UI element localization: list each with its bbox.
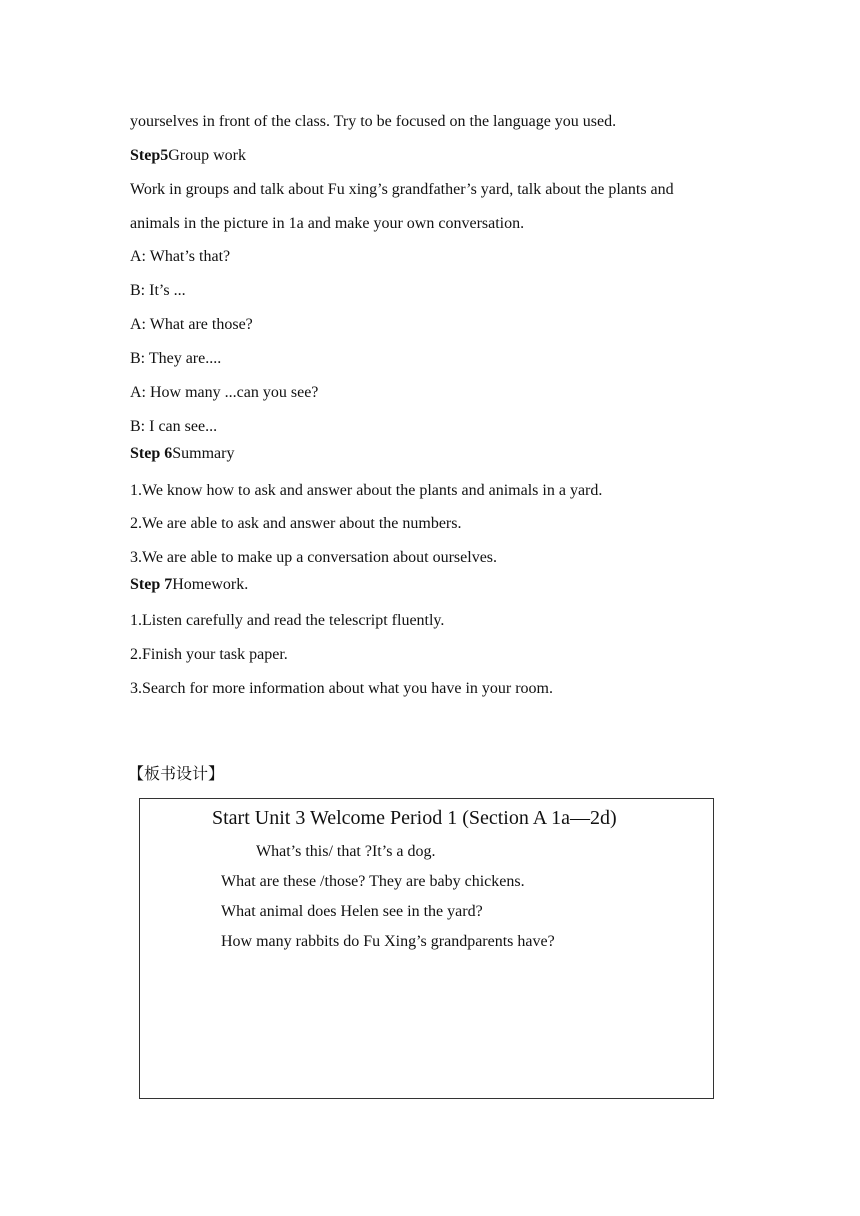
step5-description-line-1: Work in groups and talk about Fu xing’s grandfather’s yard, talk about the plants and	[130, 181, 674, 198]
summary-item: 3.We are able to make up a conversation about ourselves.	[130, 549, 498, 566]
board-line: What’s this/ that ?It’s a dog.	[256, 843, 436, 860]
step7-label: Step 7	[130, 576, 173, 593]
step5-label: Step5	[130, 147, 169, 164]
step6-title: Summary	[172, 445, 235, 462]
dialogue-line: A: What’s that?	[130, 248, 231, 265]
step5-title: Group work	[168, 147, 246, 164]
board-line: How many rabbits do Fu Xing’s grandparents have?	[221, 933, 555, 950]
dialogue-line: A: What are those?	[130, 316, 253, 333]
board-design-box	[139, 798, 714, 1099]
homework-item: 3.Search for more information about what you have in your room.	[130, 680, 553, 697]
intro-line: yourselves in front of the class. Try to be focused on the language you used.	[130, 113, 617, 130]
board-line: What animal does Helen see in the yard?	[221, 903, 483, 920]
board-line: What are these /those? They are baby chickens.	[221, 873, 525, 890]
board-heading: Start Unit 3 Welcome Period 1 (Section A 1a—2d)	[212, 807, 617, 829]
dialogue-line: B: I can see...	[130, 418, 218, 435]
summary-item: 1.We know how to ask and answer about the plants and animals in a yard.	[130, 482, 603, 499]
homework-item: 1.Listen carefully and read the telescript fluently.	[130, 612, 445, 629]
dialogue-line: A: How many ...can you see?	[130, 384, 319, 401]
dialogue-line: B: It’s ...	[130, 282, 186, 299]
step6-label: Step 6	[130, 445, 173, 462]
step6-heading	[130, 444, 234, 464]
step7-heading	[130, 575, 248, 595]
dialogue-line: B: They are....	[130, 350, 222, 367]
step7-title: Homework.	[172, 576, 249, 593]
homework-item: 2.Finish your task paper.	[130, 646, 288, 663]
step5-description-line-2: animals in the picture in 1a and make your own conversation.	[130, 215, 525, 232]
board-design-title: 【板书设计】	[128, 766, 225, 783]
summary-item: 2.We are able to ask and answer about the numbers.	[130, 515, 462, 532]
step5-heading	[130, 146, 246, 166]
